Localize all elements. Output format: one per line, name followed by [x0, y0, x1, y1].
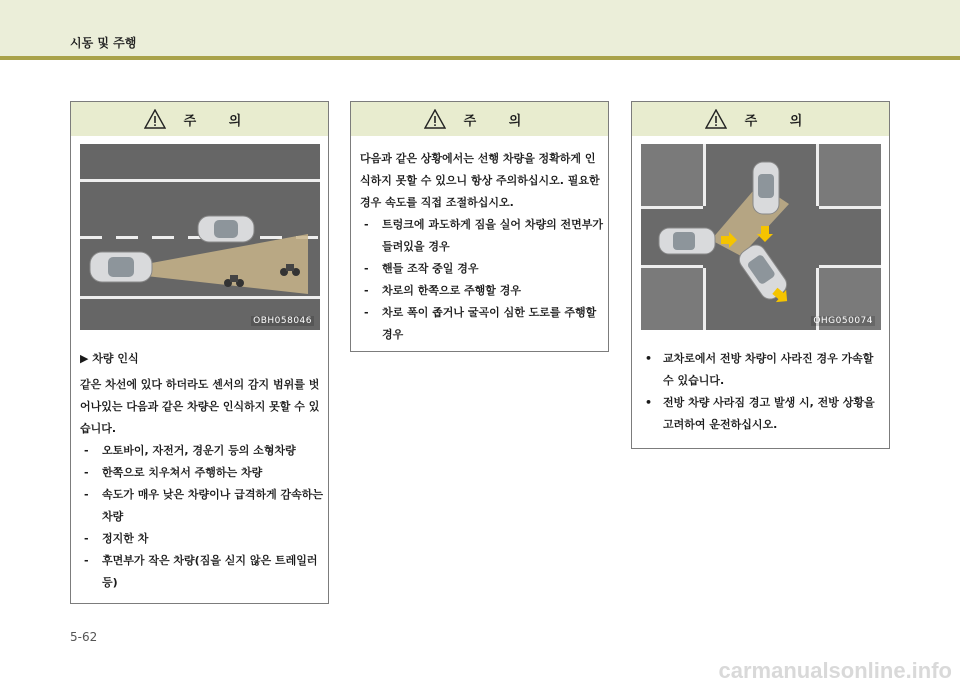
figure-code: OBH058046: [253, 316, 312, 326]
intro-paragraph: 다음과 같은 상황에서는 선행 차량을 정확하게 인식하지 못할 수 있으니 항상 주의하십시오. 필요한 경우 속도를 직접 조절하십시오.: [360, 152, 600, 209]
list-item: - 트렁크에 과도하게 짐을 실어 차량의 전면부가 들려있을 경우: [364, 218, 604, 253]
condition-list: [80, 440, 324, 594]
caution-label: 주 의: [183, 113, 256, 129]
warning-triangle-icon: [705, 109, 727, 129]
front-car-far: [753, 162, 779, 214]
warning-triangle-icon: [424, 109, 446, 129]
caution-header: [351, 102, 608, 136]
warning-triangle-icon: [144, 109, 166, 129]
list-item: • 전방 차량 사라짐 경고 발생 시, 전방 상황을 고려하여 운전하십시오.: [645, 396, 875, 431]
own-car: [90, 252, 152, 282]
list-item: - 오토바이, 자전거, 경운기 등의 소형차량: [84, 444, 296, 457]
list-item: - 차로의 한쪽으로 주행할 경우: [364, 284, 521, 297]
list-item: • 교차로에서 전방 차량이 사라진 경우 가속할 수 있습니다.: [645, 352, 874, 387]
intersection-figure: [641, 144, 881, 330]
page-header-title: 시동 및 주행: [70, 36, 137, 50]
list-item: - 핸들 조작 중일 경우: [364, 262, 479, 275]
caution-header: [71, 102, 328, 136]
caution-box-middle: [350, 101, 609, 352]
list-item: - 한쪽으로 치우쳐서 주행하는 차량: [84, 466, 263, 479]
list-item: - 후면부가 작은 차량(짐을 싣지 않은 트레일러 등): [84, 554, 318, 589]
own-car: [659, 228, 715, 254]
caution-header: [632, 102, 889, 136]
front-car: [198, 216, 254, 242]
caution-box-right: [631, 101, 890, 449]
right-text-content: [641, 348, 885, 436]
list-item: - 차로 폭이 좁거나 굴곡이 심한 도로를 주행할 경우: [364, 306, 597, 341]
condition-list: [360, 214, 604, 346]
section-subheading: ▶ 차량 인식: [80, 352, 139, 365]
header-band: [0, 0, 960, 56]
caution-box-left: [70, 101, 329, 604]
header-divider: [0, 56, 960, 60]
road-illustration: [80, 144, 320, 330]
intro-paragraph: 같은 차선에 있다 하더라도 센서의 감지 범위를 벗어나있는 다음과 같은 차량은 인식하지 못할 수 있습니다.: [80, 378, 320, 435]
list-item: - 속도가 매우 낮은 차량이나 급격하게 감속하는 차량: [84, 488, 324, 523]
left-text-content: [80, 348, 324, 594]
caution-label: 주 의: [463, 113, 536, 129]
caution-label: 주 의: [744, 113, 817, 129]
intersection-illustration: [641, 144, 881, 330]
lane-detection-figure: [80, 144, 320, 330]
watermark: carmanualsonline.info: [718, 658, 952, 683]
bullet-list: [641, 348, 885, 436]
list-item: - 정지한 차: [84, 532, 149, 545]
figure-code: OHG050074: [813, 316, 873, 326]
page-number: 5-62: [70, 630, 98, 644]
middle-text-content: [360, 148, 604, 346]
